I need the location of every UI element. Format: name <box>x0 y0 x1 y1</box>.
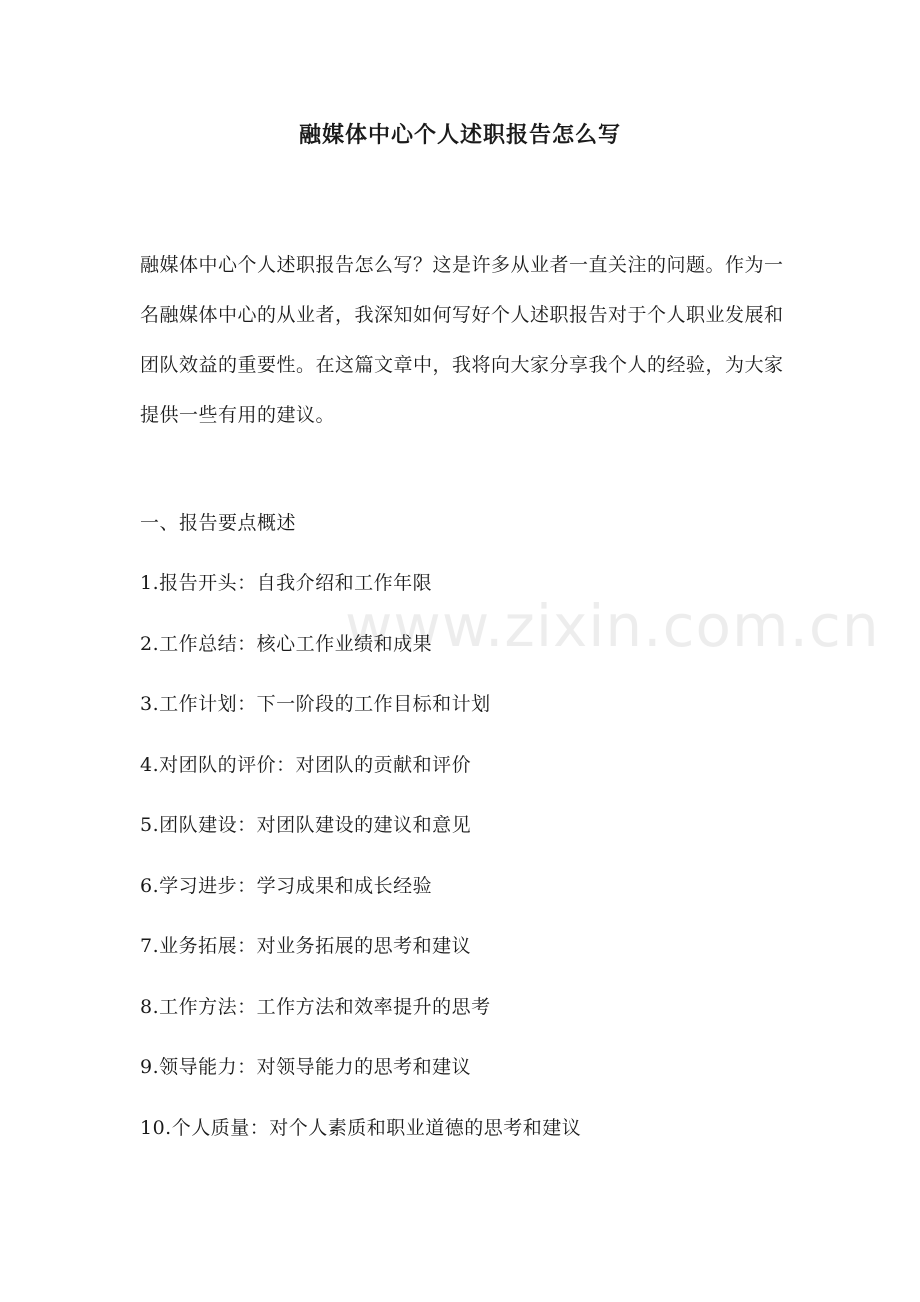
outline-item: 6.学习进步：学习成果和成长经验 <box>140 874 433 897</box>
outline-list <box>140 568 581 1173</box>
document-title: 融媒体中心个人述职报告怎么写 <box>298 122 621 148</box>
outline-item: 3.工作计划：下一阶段的工作目标和计划 <box>140 693 491 715</box>
outline-item: 8.工作方法：工作方法和效率提升的思考 <box>140 995 491 1018</box>
outline-item: 2.工作总结：核心工作业绩和成果 <box>140 632 433 655</box>
outline-item: 7.业务拓展：对业务拓展的思考和建议 <box>140 935 472 957</box>
section-heading: 一、报告要点概述 <box>140 512 297 534</box>
outline-item: 9.领导能力：对领导能力的思考和建议 <box>140 1056 472 1078</box>
outline-item: 4.对团队的评价：对团队的贡献和评价 <box>140 753 472 776</box>
outline-item: 10.个人质量：对个人素质和职业道德的思考和建议 <box>140 1116 582 1139</box>
intro-paragraph: 融媒体中心个人述职报告怎么写？这是许多从业者一直关注的问题。作为一名融媒体中心的从业者，我深知如何写好个人述职报告对于个人职业发展和团队效益的重要性。在这篇文章中，我将向大家分享我个人的经验，为大家提供一些有用的建议。 <box>140 254 784 426</box>
watermark-text: www.zixin.com.cn <box>345 592 880 660</box>
outline-item: 1.报告开头：自我介绍和工作年限 <box>140 572 433 594</box>
outline-item: 5.团队建设：对团队建设的建议和意见 <box>140 814 472 836</box>
